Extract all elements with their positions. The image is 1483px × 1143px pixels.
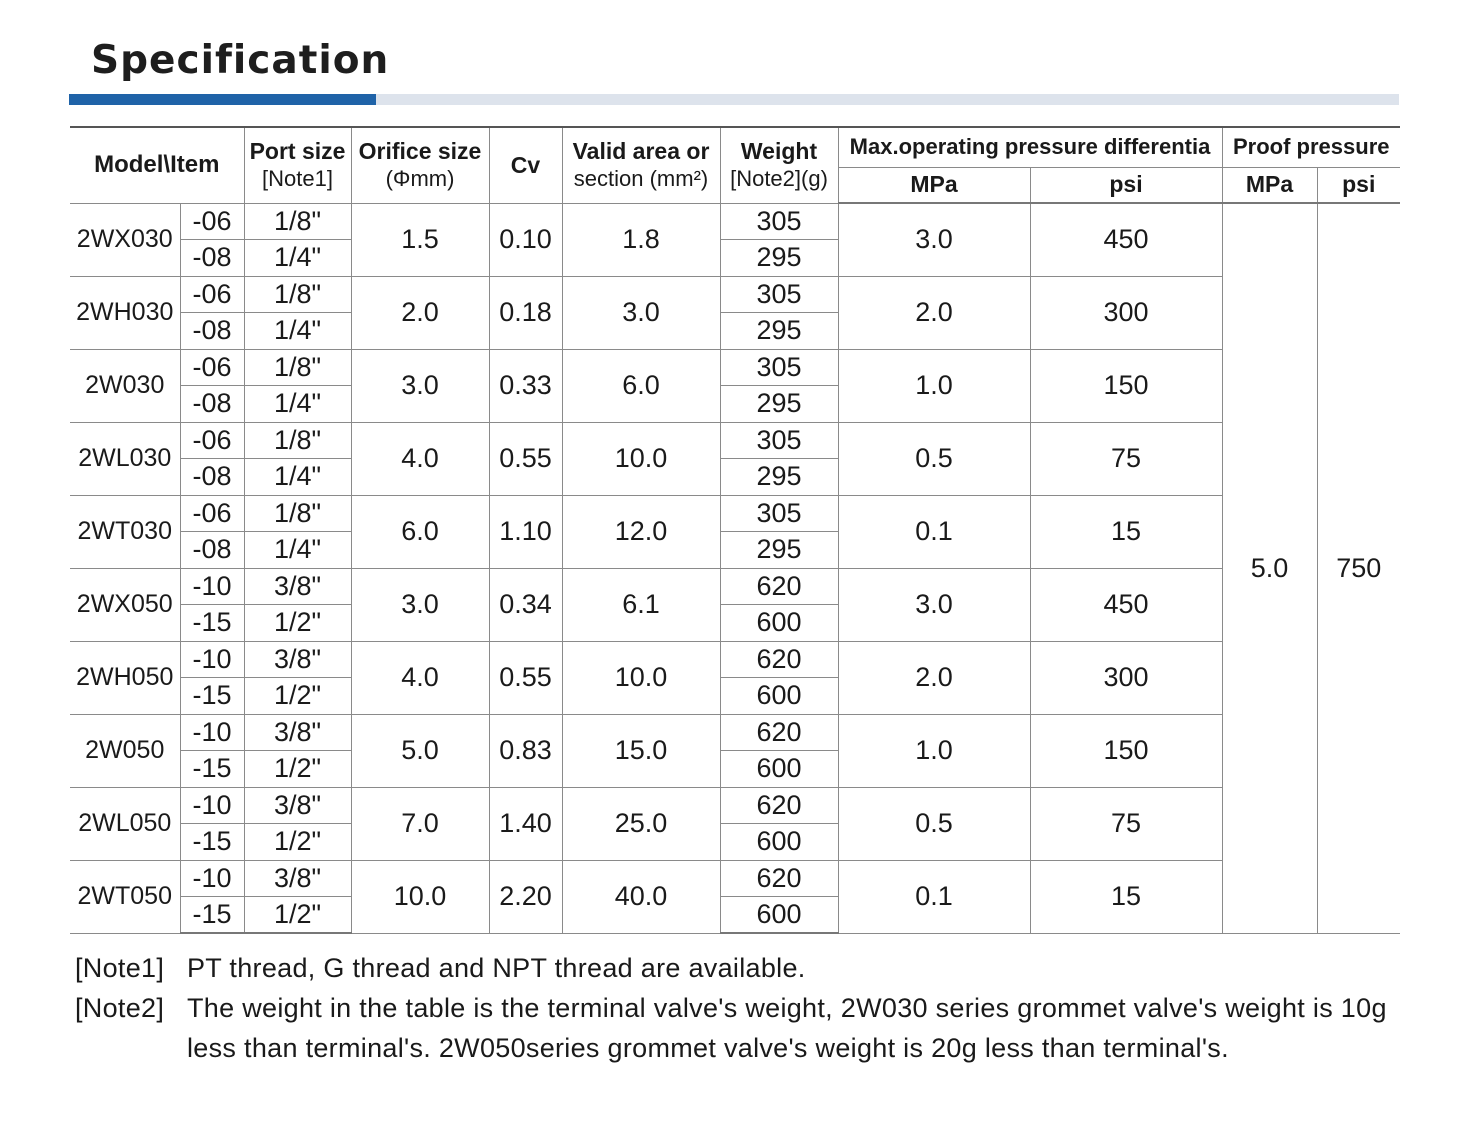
valid-area-cell: 25.0: [562, 787, 720, 860]
orifice-cell: 10.0: [351, 860, 489, 933]
cv-cell: 0.34: [489, 568, 562, 641]
cv-cell: 0.18: [489, 276, 562, 349]
orifice-cell: 7.0: [351, 787, 489, 860]
table-row: [70, 641, 1400, 678]
header-valid-area-unit: section (mm²): [573, 166, 709, 192]
valid-area-cell: 12.0: [562, 495, 720, 568]
suffix-cell: -08: [180, 532, 244, 569]
max-pressure-psi-cell: 75: [1030, 787, 1222, 860]
header-port-size: [244, 127, 351, 203]
port-size-cell: 1/8": [244, 203, 351, 240]
header-max-mpa: MPa: [838, 167, 1030, 203]
suffix-cell: -10: [180, 714, 244, 751]
suffix-cell: -10: [180, 641, 244, 678]
max-pressure-mpa-cell: 0.1: [838, 860, 1030, 933]
weight-cell: 620: [720, 568, 838, 605]
weight-cell: 305: [720, 495, 838, 532]
header-orifice-label: Orifice size: [358, 138, 482, 165]
model-cell: 2WX050: [70, 568, 180, 641]
orifice-cell: 6.0: [351, 495, 489, 568]
cv-cell: 0.83: [489, 714, 562, 787]
port-size-cell: 1/2": [244, 751, 351, 788]
weight-cell: 305: [720, 203, 838, 240]
specification-table-body: [70, 203, 1400, 933]
suffix-cell: -06: [180, 495, 244, 532]
port-size-cell: 1/2": [244, 605, 351, 642]
header-port-size-note: [Note1]: [262, 166, 333, 192]
page-title: Specification: [91, 38, 390, 83]
header-orifice-unit: (Φmm): [385, 166, 455, 192]
header-valid-area-label: Valid area or: [572, 138, 710, 165]
header-proof-psi: psi: [1317, 167, 1400, 203]
header-port-size-label: Port size: [249, 138, 346, 165]
suffix-cell: -06: [180, 349, 244, 386]
note-2-tag: [Note2]: [75, 993, 165, 1023]
table-row: [70, 860, 1400, 897]
max-pressure-psi-cell: 150: [1030, 349, 1222, 422]
suffix-cell: -08: [180, 459, 244, 496]
weight-cell: 305: [720, 276, 838, 313]
port-size-cell: 3/8": [244, 714, 351, 751]
max-pressure-mpa-cell: 3.0: [838, 203, 1030, 276]
weight-cell: 295: [720, 532, 838, 569]
port-size-cell: 1/8": [244, 422, 351, 459]
table-row: [70, 349, 1400, 386]
model-cell: 2W030: [70, 349, 180, 422]
port-size-cell: 3/8": [244, 787, 351, 824]
weight-cell: 295: [720, 313, 838, 350]
max-pressure-psi-cell: 15: [1030, 495, 1222, 568]
weight-cell: 295: [720, 459, 838, 496]
port-size-cell: 3/8": [244, 568, 351, 605]
orifice-cell: 2.0: [351, 276, 489, 349]
port-size-cell: 1/8": [244, 495, 351, 532]
max-pressure-psi-cell: 300: [1030, 276, 1222, 349]
table-row: [70, 568, 1400, 605]
proof-pressure-psi-cell: 750: [1317, 203, 1400, 933]
port-size-cell: 1/4": [244, 313, 351, 350]
valid-area-cell: 15.0: [562, 714, 720, 787]
weight-cell: 620: [720, 714, 838, 751]
valid-area-cell: 3.0: [562, 276, 720, 349]
suffix-cell: -10: [180, 568, 244, 605]
suffix-cell: -15: [180, 751, 244, 788]
port-size-cell: 1/2": [244, 824, 351, 861]
max-pressure-mpa-cell: 1.0: [838, 349, 1030, 422]
model-cell: 2WL030: [70, 422, 180, 495]
suffix-cell: -15: [180, 824, 244, 861]
note-1: [75, 948, 1395, 988]
max-pressure-mpa-cell: 0.5: [838, 787, 1030, 860]
model-cell: 2WH050: [70, 641, 180, 714]
note-2-text: The weight in the table is the terminal valve's weight, 2W030 series grommet valve's weight is 10g less than terminal's. 2W050series grommet valve's weight is 20g less than terminal's.: [187, 993, 1387, 1063]
cv-cell: 0.33: [489, 349, 562, 422]
valid-area-cell: 1.8: [562, 203, 720, 276]
cv-cell: 1.10: [489, 495, 562, 568]
table-row: [70, 203, 1400, 240]
weight-cell: 305: [720, 422, 838, 459]
note-2: [75, 988, 1395, 1068]
port-size-cell: 1/8": [244, 349, 351, 386]
table-row: [70, 787, 1400, 824]
max-pressure-psi-cell: 15: [1030, 860, 1222, 933]
table-row: [70, 422, 1400, 459]
max-pressure-mpa-cell: 3.0: [838, 568, 1030, 641]
weight-cell: 620: [720, 641, 838, 678]
max-pressure-psi-cell: 450: [1030, 203, 1222, 276]
cv-cell: 0.55: [489, 422, 562, 495]
specification-table: [70, 126, 1400, 934]
suffix-cell: -15: [180, 678, 244, 715]
max-pressure-mpa-cell: 1.0: [838, 714, 1030, 787]
title-accent-bar: [69, 94, 376, 105]
cv-cell: 2.20: [489, 860, 562, 933]
model-cell: 2WL050: [70, 787, 180, 860]
weight-cell: 620: [720, 860, 838, 897]
suffix-cell: -08: [180, 240, 244, 277]
suffix-cell: -06: [180, 276, 244, 313]
weight-cell: 600: [720, 751, 838, 788]
header-valid-area: [562, 127, 720, 203]
port-size-cell: 3/8": [244, 860, 351, 897]
note-1-text: PT thread, G thread and NPT thread are available.: [187, 953, 806, 983]
table-row: [70, 276, 1400, 313]
port-size-cell: 1/4": [244, 532, 351, 569]
cv-cell: 0.55: [489, 641, 562, 714]
valid-area-cell: 10.0: [562, 422, 720, 495]
max-pressure-mpa-cell: 0.5: [838, 422, 1030, 495]
header-weight-label: Weight: [740, 138, 818, 165]
orifice-cell: 4.0: [351, 422, 489, 495]
model-cell: 2WT050: [70, 860, 180, 933]
cv-cell: 0.10: [489, 203, 562, 276]
header-max-operating-pressure: Max.operating pressure differentia: [838, 127, 1222, 167]
valid-area-cell: 6.1: [562, 568, 720, 641]
max-pressure-psi-cell: 450: [1030, 568, 1222, 641]
suffix-cell: -15: [180, 605, 244, 642]
port-size-cell: 1/4": [244, 459, 351, 496]
port-size-cell: 3/8": [244, 641, 351, 678]
valid-area-cell: 6.0: [562, 349, 720, 422]
suffix-cell: -10: [180, 860, 244, 897]
suffix-cell: -06: [180, 203, 244, 240]
table-row: [70, 714, 1400, 751]
proof-pressure-mpa-cell: 5.0: [1222, 203, 1317, 933]
header-proof-mpa: MPa: [1222, 167, 1317, 203]
port-size-cell: 1/2": [244, 897, 351, 934]
orifice-cell: 5.0: [351, 714, 489, 787]
model-cell: 2W050: [70, 714, 180, 787]
suffix-cell: -08: [180, 313, 244, 350]
suffix-cell: -10: [180, 787, 244, 824]
weight-cell: 600: [720, 678, 838, 715]
valid-area-cell: 10.0: [562, 641, 720, 714]
header-model-item: Model\Item: [70, 127, 244, 203]
orifice-cell: 3.0: [351, 349, 489, 422]
orifice-cell: 3.0: [351, 568, 489, 641]
header-cv: Cv: [489, 127, 562, 203]
port-size-cell: 1/4": [244, 386, 351, 423]
max-pressure-psi-cell: 150: [1030, 714, 1222, 787]
max-pressure-mpa-cell: 0.1: [838, 495, 1030, 568]
model-cell: 2WT030: [70, 495, 180, 568]
weight-cell: 600: [720, 897, 838, 934]
header-max-psi: psi: [1030, 167, 1222, 203]
valid-area-cell: 40.0: [562, 860, 720, 933]
model-cell: 2WX030: [70, 203, 180, 276]
weight-cell: 600: [720, 605, 838, 642]
max-pressure-mpa-cell: 2.0: [838, 276, 1030, 349]
header-orifice-size: [351, 127, 489, 203]
weight-cell: 600: [720, 824, 838, 861]
notes-section: [75, 948, 1395, 1068]
max-pressure-psi-cell: 300: [1030, 641, 1222, 714]
cv-cell: 1.40: [489, 787, 562, 860]
model-cell: 2WH030: [70, 276, 180, 349]
orifice-cell: 1.5: [351, 203, 489, 276]
table-row: [70, 495, 1400, 532]
max-pressure-mpa-cell: 2.0: [838, 641, 1030, 714]
weight-cell: 620: [720, 787, 838, 824]
suffix-cell: -08: [180, 386, 244, 423]
weight-cell: 295: [720, 386, 838, 423]
suffix-cell: -15: [180, 897, 244, 934]
header-proof-pressure: Proof pressure: [1222, 127, 1400, 167]
max-pressure-psi-cell: 75: [1030, 422, 1222, 495]
weight-cell: 305: [720, 349, 838, 386]
suffix-cell: -06: [180, 422, 244, 459]
weight-cell: 295: [720, 240, 838, 277]
orifice-cell: 4.0: [351, 641, 489, 714]
note-1-tag: [Note1]: [75, 953, 165, 983]
port-size-cell: 1/4": [244, 240, 351, 277]
header-weight: [720, 127, 838, 203]
header-weight-note: [Note2](g): [730, 166, 828, 192]
port-size-cell: 1/8": [244, 276, 351, 313]
port-size-cell: 1/2": [244, 678, 351, 715]
